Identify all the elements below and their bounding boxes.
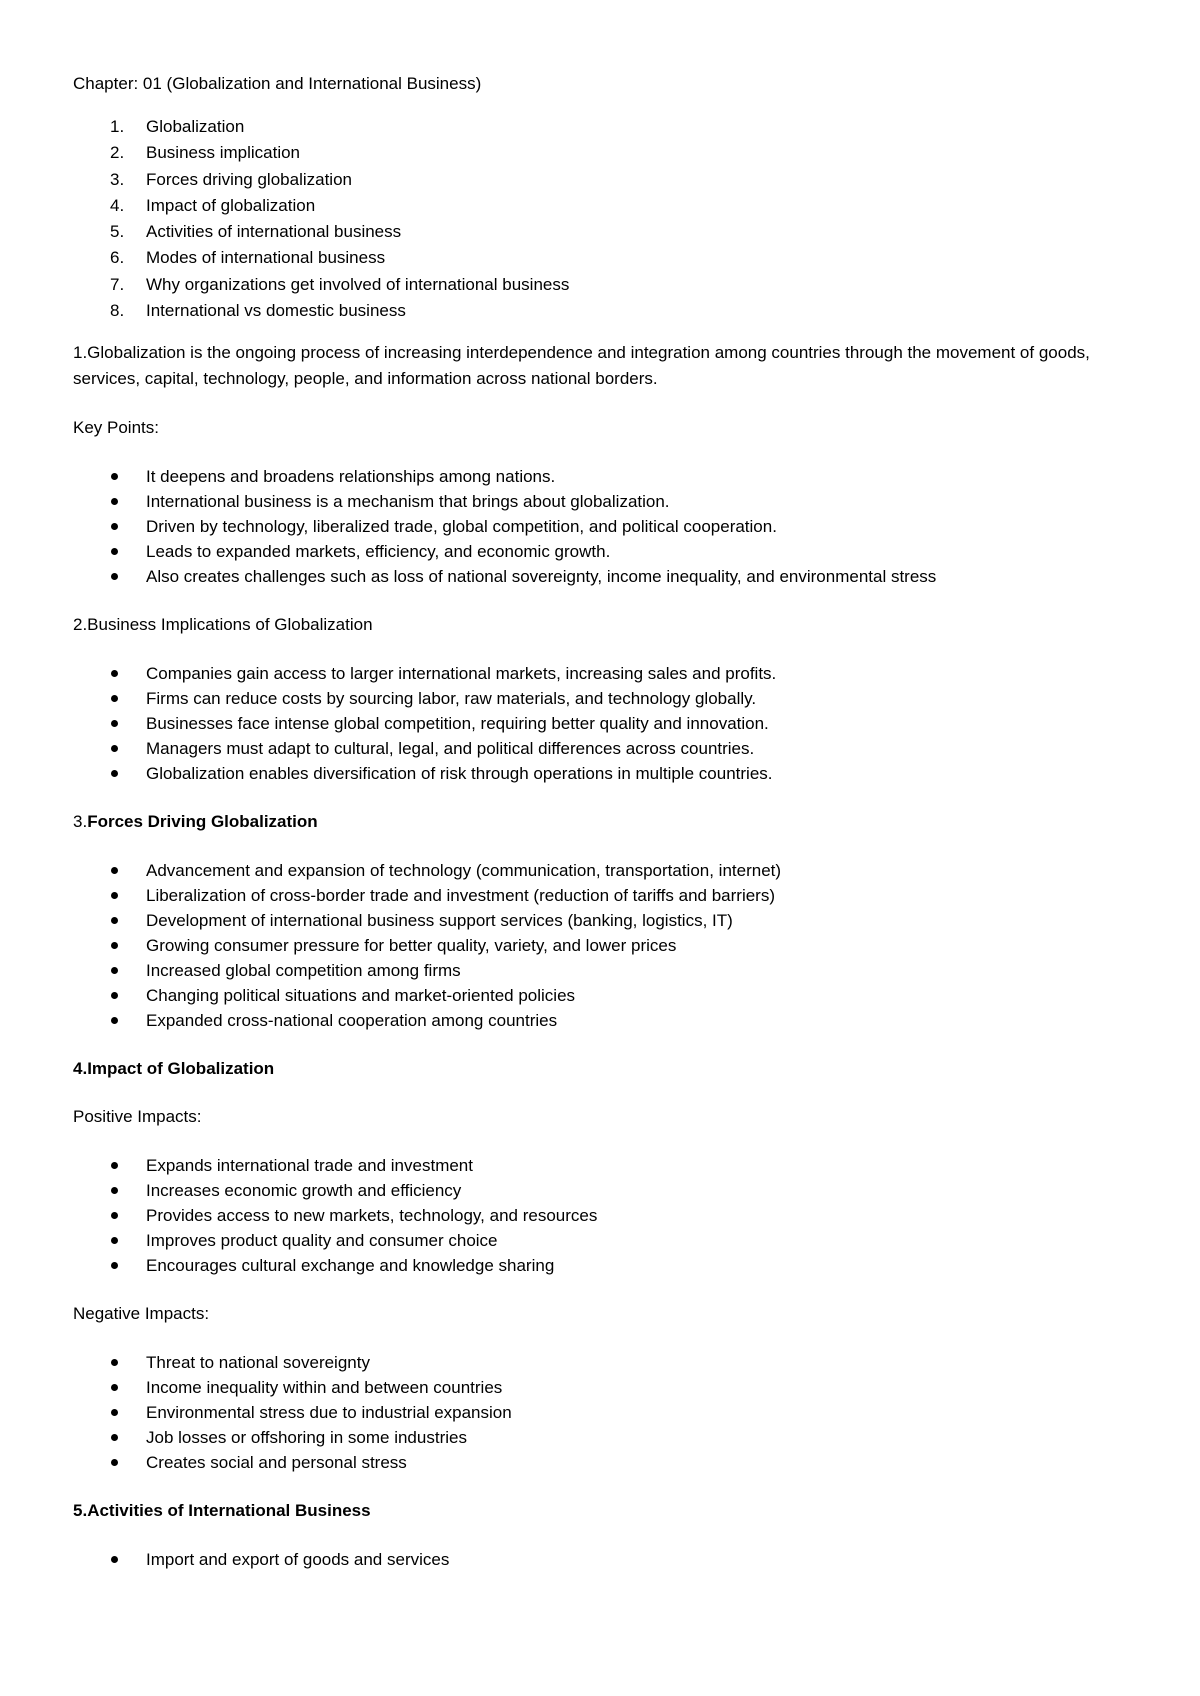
bullet-icon — [111, 1212, 118, 1219]
list-item — [73, 958, 1143, 983]
bullet-icon — [111, 670, 118, 677]
list-item — [73, 1547, 1143, 1572]
list-item-text: Improves product quality and consumer choice — [146, 1231, 498, 1251]
list-item-text: Threat to national sovereignty — [146, 1353, 370, 1373]
toc-text: Why organizations get involved of international business — [146, 274, 570, 294]
toc-text: Modes of international business — [146, 248, 386, 268]
toc-item — [73, 298, 1143, 324]
bullet-icon — [111, 942, 118, 949]
bullet-icon — [111, 548, 118, 555]
list-item-text: Liberalization of cross-border trade and investment (reduction of tariffs and barriers) — [146, 886, 775, 906]
list-item — [73, 1203, 1143, 1228]
toc-item — [73, 245, 1143, 271]
list-item-text: Globalization enables diversification of risk through operations in multiple countries. — [146, 764, 773, 784]
list-item-text: Creates social and personal stress — [146, 1453, 407, 1473]
toc-item — [73, 219, 1143, 245]
section-4-heading — [73, 1057, 1143, 1081]
list-item — [73, 1350, 1143, 1375]
list-item-text: It deepens and broadens relationships among nations. — [146, 467, 556, 487]
bullet-icon — [111, 473, 118, 480]
section-4-number: 4. — [73, 1059, 88, 1079]
list-item — [73, 1178, 1143, 1203]
list-item-text: Import and export of goods and services — [146, 1550, 450, 1570]
bullet-icon — [111, 695, 118, 702]
list-item — [73, 736, 1143, 761]
bullet-icon — [111, 1017, 118, 1024]
bullet-icon — [111, 1187, 118, 1194]
bullet-icon — [111, 498, 118, 505]
list-item-text: Development of international business support services (banking, logistics, IT) — [146, 911, 733, 931]
toc-item — [73, 272, 1143, 298]
toc-number: 3. — [110, 169, 125, 189]
list-item-text: Firms can reduce costs by sourcing labor, raw materials, and technology globally. — [146, 689, 757, 709]
list-item — [73, 883, 1143, 908]
positive-impacts-list — [73, 1153, 1143, 1278]
section-5-number: 5. — [73, 1501, 88, 1521]
section-2-list — [73, 661, 1143, 786]
list-item-text: Provides access to new markets, technology, and resources — [146, 1206, 598, 1226]
toc-number: 6. — [110, 248, 125, 268]
bullet-icon — [111, 720, 118, 727]
negative-impacts-label: Negative Impacts: — [73, 1304, 210, 1324]
section-3-heading — [73, 810, 1143, 834]
list-item — [73, 1400, 1143, 1425]
list-item-text: Expanded cross-national cooperation among countries — [146, 1011, 558, 1031]
bullet-icon — [111, 917, 118, 924]
bullet-icon — [111, 867, 118, 874]
key-points-list — [73, 464, 1143, 589]
negative-impacts-list — [73, 1350, 1143, 1475]
list-item — [73, 858, 1143, 883]
bullet-icon — [111, 1556, 118, 1563]
toc-number: 5. — [110, 222, 125, 242]
bullet-icon — [111, 523, 118, 530]
list-item-text: Increased global competition among firms — [146, 961, 461, 981]
toc-item — [73, 114, 1143, 140]
bullet-icon — [111, 745, 118, 752]
toc-number: 4. — [110, 195, 125, 215]
toc-text: Business implication — [146, 143, 301, 163]
list-item — [73, 711, 1143, 736]
bullet-icon — [111, 1237, 118, 1244]
bullet-icon — [111, 967, 118, 974]
list-item-text: Companies gain access to larger international markets, increasing sales and profits. — [146, 664, 777, 684]
list-item — [73, 464, 1143, 489]
bullet-icon — [111, 1359, 118, 1366]
list-item — [73, 1153, 1143, 1178]
section-3-title: Forces Driving Globalization — [87, 812, 318, 832]
list-item — [73, 761, 1143, 786]
list-item — [73, 933, 1143, 958]
list-item — [73, 661, 1143, 686]
toc-text: International vs domestic business — [146, 301, 406, 321]
bullet-icon — [111, 1384, 118, 1391]
key-points-label: Key Points: — [73, 418, 159, 438]
list-item-text: Increases economic growth and efficiency — [146, 1181, 462, 1201]
bullet-icon — [111, 1162, 118, 1169]
toc-text: Impact of globalization — [146, 195, 316, 215]
list-item — [73, 489, 1143, 514]
toc-item — [73, 167, 1143, 193]
list-item-text: Advancement and expansion of technology (communication, transportation, internet) — [146, 861, 782, 881]
list-item — [73, 539, 1143, 564]
bullet-icon — [111, 992, 118, 999]
list-item — [73, 1375, 1143, 1400]
list-item — [73, 1425, 1143, 1450]
list-item — [73, 686, 1143, 711]
section-3-number: 3. — [73, 812, 88, 832]
list-item-text: Growing consumer pressure for better quality, variety, and lower prices — [146, 936, 677, 956]
bullet-icon — [111, 1459, 118, 1466]
list-item-text: Businesses face intense global competition, requiring better quality and innovation. — [146, 714, 769, 734]
list-item-text: Environmental stress due to industrial expansion — [146, 1403, 512, 1423]
list-item-text: Expands international trade and investment — [146, 1156, 473, 1176]
list-item — [73, 514, 1143, 539]
bullet-icon — [111, 1434, 118, 1441]
toc-item — [73, 193, 1143, 219]
list-item-text: Income inequality within and between countries — [146, 1378, 503, 1398]
chapter-title: Chapter: 01 (Globalization and International Business) — [73, 74, 482, 93]
table-of-contents — [73, 114, 1143, 324]
toc-text: Globalization — [146, 117, 245, 136]
list-item — [73, 1450, 1143, 1475]
list-item — [73, 908, 1143, 933]
section-5-list — [73, 1547, 1143, 1572]
list-item-text: Also creates challenges such as loss of national sovereignty, income inequality, and environmental stress — [146, 567, 937, 587]
bullet-icon — [111, 1262, 118, 1269]
positive-impacts-label: Positive Impacts: — [73, 1107, 202, 1127]
list-item — [73, 1008, 1143, 1033]
bullet-icon — [111, 770, 118, 777]
section-2-heading: 2.Business Implications of Globalization — [73, 615, 373, 635]
section-3-list — [73, 858, 1143, 1033]
toc-number: 2. — [110, 143, 125, 163]
list-item-text: Changing political situations and market-oriented policies — [146, 986, 576, 1006]
list-item — [73, 1228, 1143, 1253]
toc-text: Activities of international business — [146, 222, 402, 242]
list-item — [73, 564, 1143, 589]
section-5-title: Activities of International Business — [87, 1501, 371, 1521]
list-item — [73, 1253, 1143, 1278]
bullet-icon — [111, 1409, 118, 1416]
document-page — [73, 72, 1143, 1572]
section-5-heading — [73, 1499, 1143, 1523]
list-item-text: Managers must adapt to cultural, legal, and political differences across countries. — [146, 739, 755, 759]
section-4-title: Impact of Globalization — [87, 1059, 275, 1079]
list-item — [73, 983, 1143, 1008]
list-item-text: Job losses or offshoring in some industries — [146, 1428, 467, 1448]
toc-number: 1. — [110, 117, 125, 136]
list-item-text: Leads to expanded markets, efficiency, and economic growth. — [146, 542, 611, 562]
toc-number: 7. — [110, 274, 125, 294]
globalization-definition: 1.Globalization is the ongoing process of increasing interdependence and integration among countries through the movement of goods, services, capital, technology, people, and information across national borders. — [73, 343, 1090, 389]
toc-number: 8. — [110, 301, 125, 321]
bullet-icon — [111, 573, 118, 580]
list-item-text: Encourages cultural exchange and knowledge sharing — [146, 1256, 555, 1276]
list-item-text: International business is a mechanism that brings about globalization. — [146, 492, 670, 512]
toc-item — [73, 140, 1143, 166]
bullet-icon — [111, 892, 118, 899]
list-item-text: Driven by technology, liberalized trade, global competition, and political cooperation. — [146, 517, 777, 537]
toc-text: Forces driving globalization — [146, 169, 352, 189]
